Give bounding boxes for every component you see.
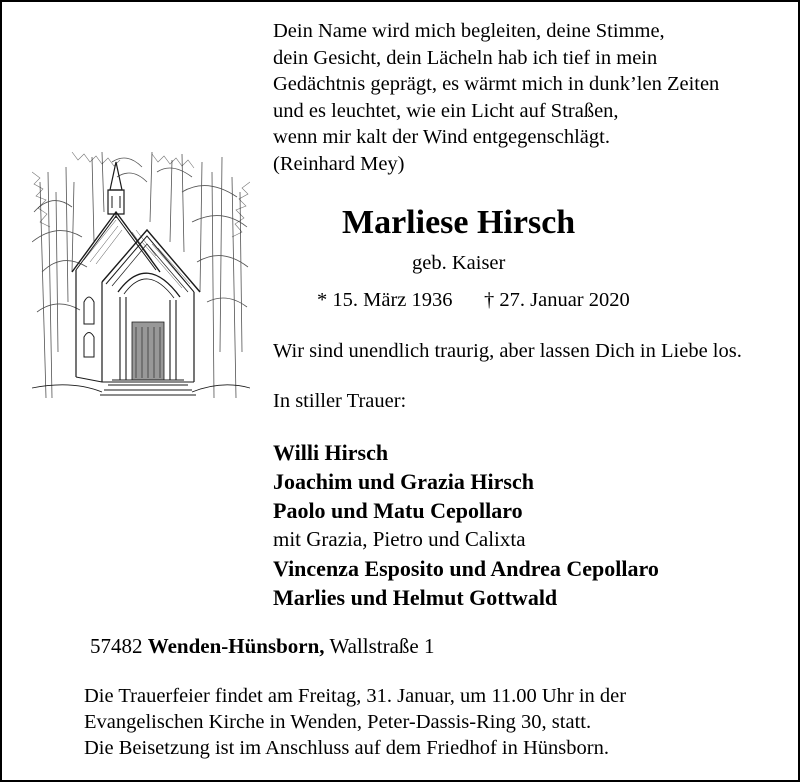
- address-street: Wallstraße 1: [329, 634, 435, 658]
- mourner-name: Marlies und Helmut Gottwald: [273, 585, 558, 610]
- poem-author: (Reinhard Mey): [273, 152, 405, 175]
- poem-line: dein Gesicht, dein Lächeln hab ich tief in mein: [273, 46, 658, 69]
- service-line: Die Beisetzung ist im Anschluss auf dem Friedhof in Hünsborn.: [84, 737, 609, 759]
- poem-line: und es leuchtet, wie ein Licht auf Straßen,: [273, 99, 619, 122]
- poem-line: Dein Name wird mich begleiten, deine Stimme,: [273, 20, 665, 42]
- service-line: Die Trauerfeier findet am Freitag, 31. Januar, um 11.00 Uhr in der: [84, 685, 627, 707]
- address: [90, 634, 434, 659]
- maiden-name: geb. Kaiser: [412, 252, 506, 274]
- mourner-children: mit Grazia, Pietro und Calixta: [273, 527, 526, 551]
- poem-line: Gedächtnis geprägt, es wärmt mich in dunk’len Zeiten: [273, 73, 720, 95]
- funeral-service-info: [84, 683, 626, 761]
- poem-line: wenn mir kalt der Wind entgegenschlägt.: [273, 126, 610, 148]
- mourning-label: In stiller Trauer:: [273, 390, 407, 412]
- death-date: † 27. Januar 2020: [484, 289, 630, 311]
- birth-date: * 15. März 1936: [317, 289, 453, 311]
- chapel-sketch-icon: [32, 152, 250, 398]
- mourners-list: [273, 438, 659, 612]
- service-line: Evangelischen Kirche in Wenden, Peter-Dassis-Ring 30, statt.: [84, 711, 592, 733]
- mourner-name: Paolo und Matu Cepollaro: [273, 498, 523, 523]
- poem-quote: [273, 18, 719, 177]
- mourner-name: Joachim und Grazia Hirsch: [273, 469, 534, 494]
- mourner-name: Vincenza Esposito und Andrea Cepollaro: [273, 556, 659, 581]
- deceased-name: Marliese Hirsch: [342, 204, 576, 241]
- mourner-name: Willi Hirsch: [273, 440, 389, 465]
- farewell-message: Wir sind unendlich traurig, aber lassen Dich in Liebe los.: [273, 340, 742, 362]
- address-city: Wenden-Hünsborn,: [147, 634, 325, 658]
- address-postcode: 57482: [90, 634, 143, 658]
